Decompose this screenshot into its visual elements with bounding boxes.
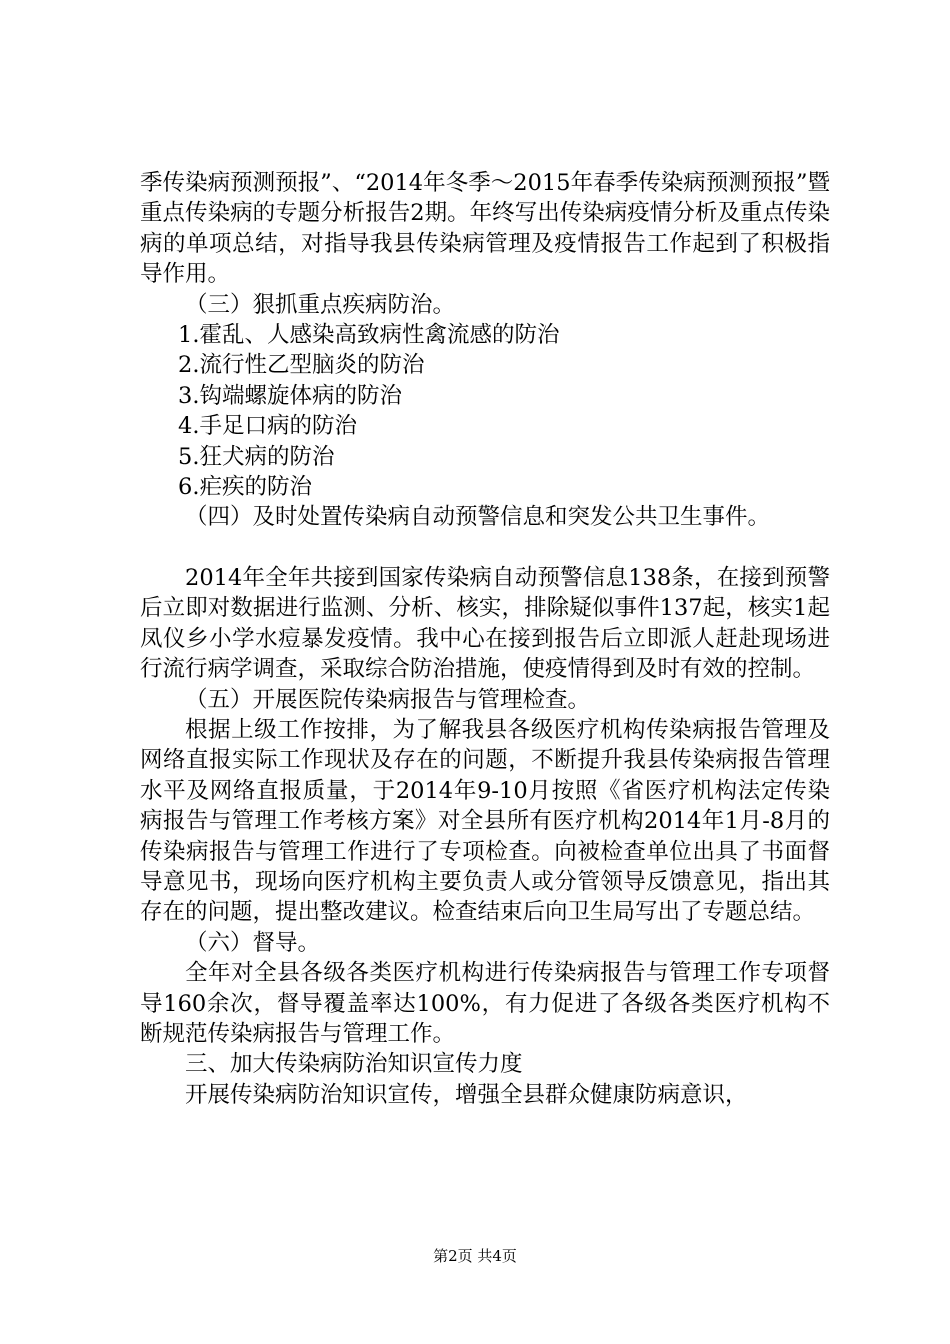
list-item-japanese-encephalitis: 2.流行性乙型脑炎的防治 bbox=[178, 352, 425, 379]
paragraph-early-warning-details: 2014年全年共接到国家传染病自动预警信息138条，在接到预警后立即对数据进行监测、分析、核实，排除疑似事件137起，核实1起凤仪乡小学水痘暴发疫情。我中心在接到报告后立即派人赶赴现场进行流行病学调查，采取综合防治措施，使疫情得到及时有效的控制。 bbox=[140, 564, 830, 683]
document-body bbox=[140, 168, 830, 1110]
section-heading-hospital-inspection: （五）开展医院传染病报告与管理检查。 bbox=[185, 686, 591, 713]
paragraph-hospital-inspection-details: 根据上级工作按排，为了解我县各级医疗机构传染病报告管理及网络直报实际工作现状及存在的问题，不断提升我县传染病报告管理水平及网络直报质量，于2014年9-10月按照《省医疗机构法定传染病报告与管理工作考核方案》对全县所有医疗机构2014年1月-8月的传染病报告与管理工作进行了专项检查。向被检查单位出具了书面督导意见书，现场向医疗机构主要负责人或分管领导反馈意见，指出其存在的问题，提出整改建议。检查结束后向卫生局写出了专题总结。 bbox=[140, 716, 830, 926]
paragraph-forecast-reports: 季传染病预测预报”、“2014年冬季～2015年春季传染病预测预报”暨重点传染病的专题分析报告2期。年终写出传染病疫情分析及重点传染病的单项总结，对指导我县传染病管理及疫情报告工作起到了积极指导作用。 bbox=[140, 170, 830, 288]
paragraph-gap bbox=[140, 533, 830, 563]
list-item-cholera-avian-flu: 1.霍乱、人感染高致病性禽流感的防治 bbox=[178, 322, 560, 349]
page-number-footer: 第2页 共4页 bbox=[433, 1247, 517, 1265]
list-item-leptospirosis: 3.钩端螺旋体病的防治 bbox=[178, 382, 402, 409]
section-heading-key-diseases: （三）狠抓重点疾病防治。 bbox=[185, 291, 456, 318]
paragraph-supervision-details: 全年对全县各级各类医疗机构进行传染病报告与管理工作专项督导160余次，督导覆盖率达100%，有力促进了各级各类医疗机构不断规范传染病报告与管理工作。 bbox=[140, 960, 830, 1047]
list-item-malaria: 6.疟疾的防治 bbox=[178, 474, 312, 501]
list-item-rabies: 5.狂犬病的防治 bbox=[178, 443, 335, 470]
section-heading-early-warning: （四）及时处置传染病自动预警信息和突发公共卫生事件。 bbox=[185, 504, 771, 531]
list-item-hand-foot-mouth: 4.手足口病的防治 bbox=[178, 413, 357, 440]
paragraph-publicity-details: 开展传染病防治知识宣传，增强全县群众健康防病意识， bbox=[185, 1081, 748, 1108]
section-heading-supervision: （六）督导。 bbox=[185, 929, 321, 956]
section-heading-publicity: 三、加大传染病防治知识宣传力度 bbox=[185, 1051, 523, 1078]
